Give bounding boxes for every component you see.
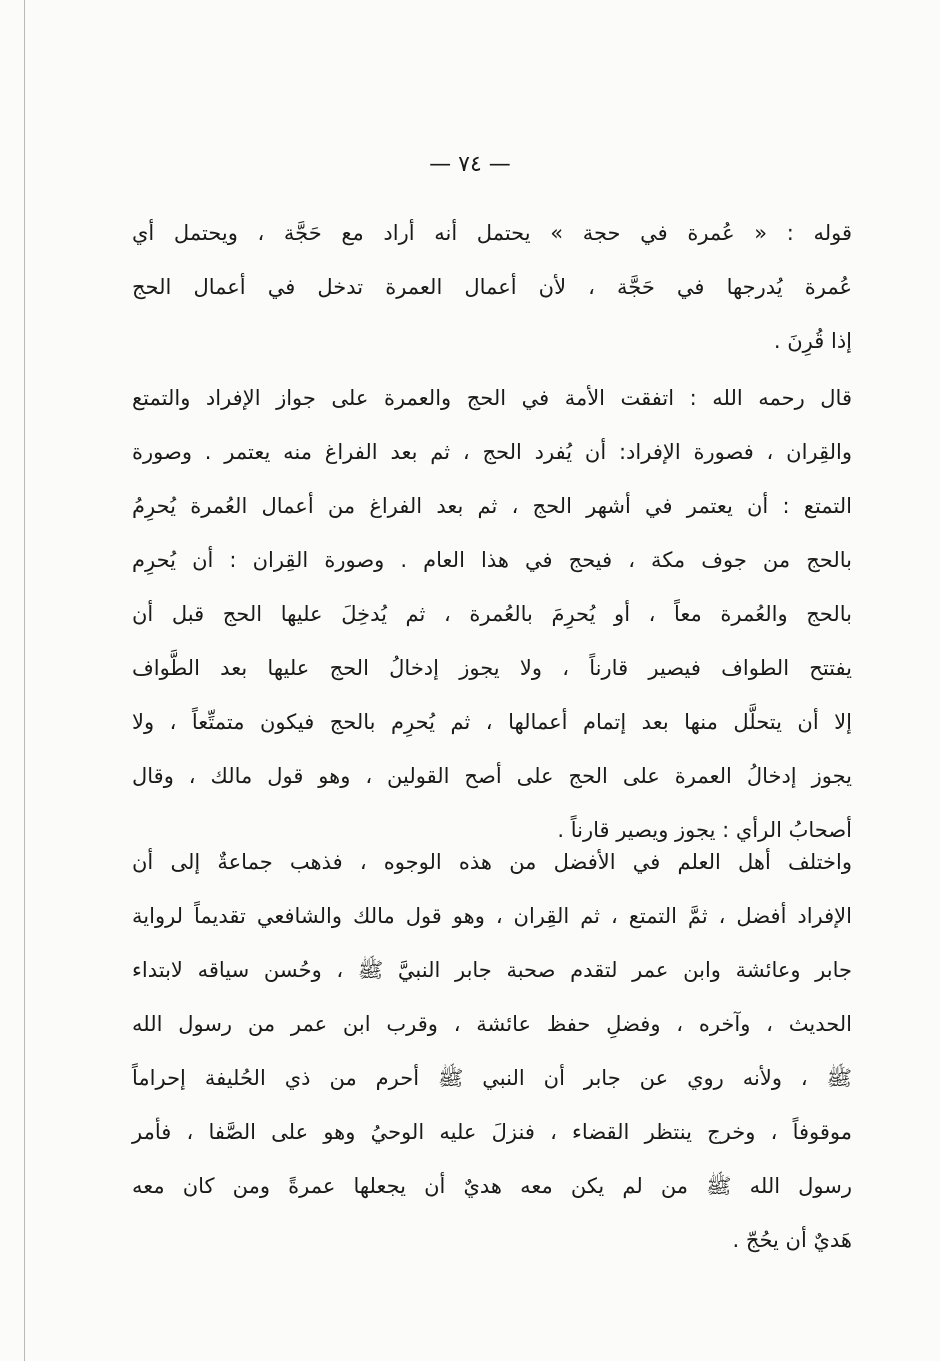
text-line: هَديٌ أن يحُجّ .	[732, 1228, 852, 1252]
text-line: أصحابُ الرأي : يجوز ويصير قارناً .	[557, 818, 852, 842]
text-line: يفتتح الطواف فيصير قارناً ، ولا يجوز إدخالُ الحج عليها بعد الطَّواف	[132, 656, 852, 680]
text-line: إذا قُرِنَ .	[773, 329, 852, 353]
text-line: يجوز إدخالُ العمرة على الحج على أصح القولين ، وهو قول مالك ، وقال	[132, 764, 852, 788]
text-line: بالحج من جوف مكة ، فيحج في هذا العام . وصورة القِران : أن يُحرِم	[132, 548, 852, 572]
page-number: — ٧٤ —	[429, 152, 511, 177]
paragraph-2	[132, 371, 852, 857]
text-line: واختلف أهل العلم في الأفضل من هذه الوجوه ، فذهب جماعةٌ إلى أن	[132, 850, 852, 874]
text-line: رسول الله ﷺ من لم يكن معه هديٌ أن يجعلها عمرةً ومن كان معه	[132, 1174, 852, 1198]
text-line: جابر وعائشة وابن عمر لتقدم صحبة جابر النبيَّ ﷺ ، وحُسن سياقه لابتداء	[132, 958, 852, 982]
text-line: قال رحمه الله : اتفقت الأمة في الحج والعمرة على جواز الإفراد والتمتع	[132, 386, 852, 410]
text-line: إلا أن يتحلَّل منها بعد إتمام أعمالها ، ثم يُحرِم بالحج فيكون متمتِّعاً ، ولا	[132, 710, 852, 734]
text-line: الإفراد أفضل ، ثمَّ التمتع ، ثم القِران ، وهو قول مالك والشافعي تقديماً لرواية	[132, 904, 852, 928]
paragraph-3	[132, 835, 852, 1267]
text-line: عُمرة يُدرجها في حَجَّة ، لأن أعمال العمرة تدخل في أعمال الحج	[132, 275, 852, 299]
text-line: ﷺ ، ولأنه روي عن جابر أن النبي ﷺ أحرم من ذي الحُليفة إحراماً	[132, 1066, 852, 1090]
text-line: الحديث ، وآخره ، وفضلِ حفظ عائشة ، وقرب ابن عمر من رسول الله	[132, 1012, 852, 1036]
text-line: بالحج والعُمرة معاً ، أو يُحرِمَ بالعُمرة ، ثم يُدخِلَ عليها الحج قبل أن	[132, 602, 852, 626]
page-edge-line	[24, 0, 25, 1361]
text-line: والقِران ، فصورة الإفراد: أن يُفرد الحج ، ثم بعد الفراغ منه يعتمر . وصورة	[132, 440, 852, 464]
text-line: التمتع : أن يعتمر في أشهر الحج ، ثم بعد الفراغ من أعمال العُمرة يُحرِمُ	[132, 494, 852, 518]
paragraph-1	[132, 206, 852, 368]
text-line: قوله : « عُمرة في حجة » يحتمل أنه أراد مع حَجَّة ، ويحتمل أي	[132, 221, 852, 245]
text-line: موقوفاً ، وخرج ينتظر القضاء ، فنزلَ عليه الوحيُ وهو على الصَّفا ، فأمر	[132, 1120, 852, 1144]
